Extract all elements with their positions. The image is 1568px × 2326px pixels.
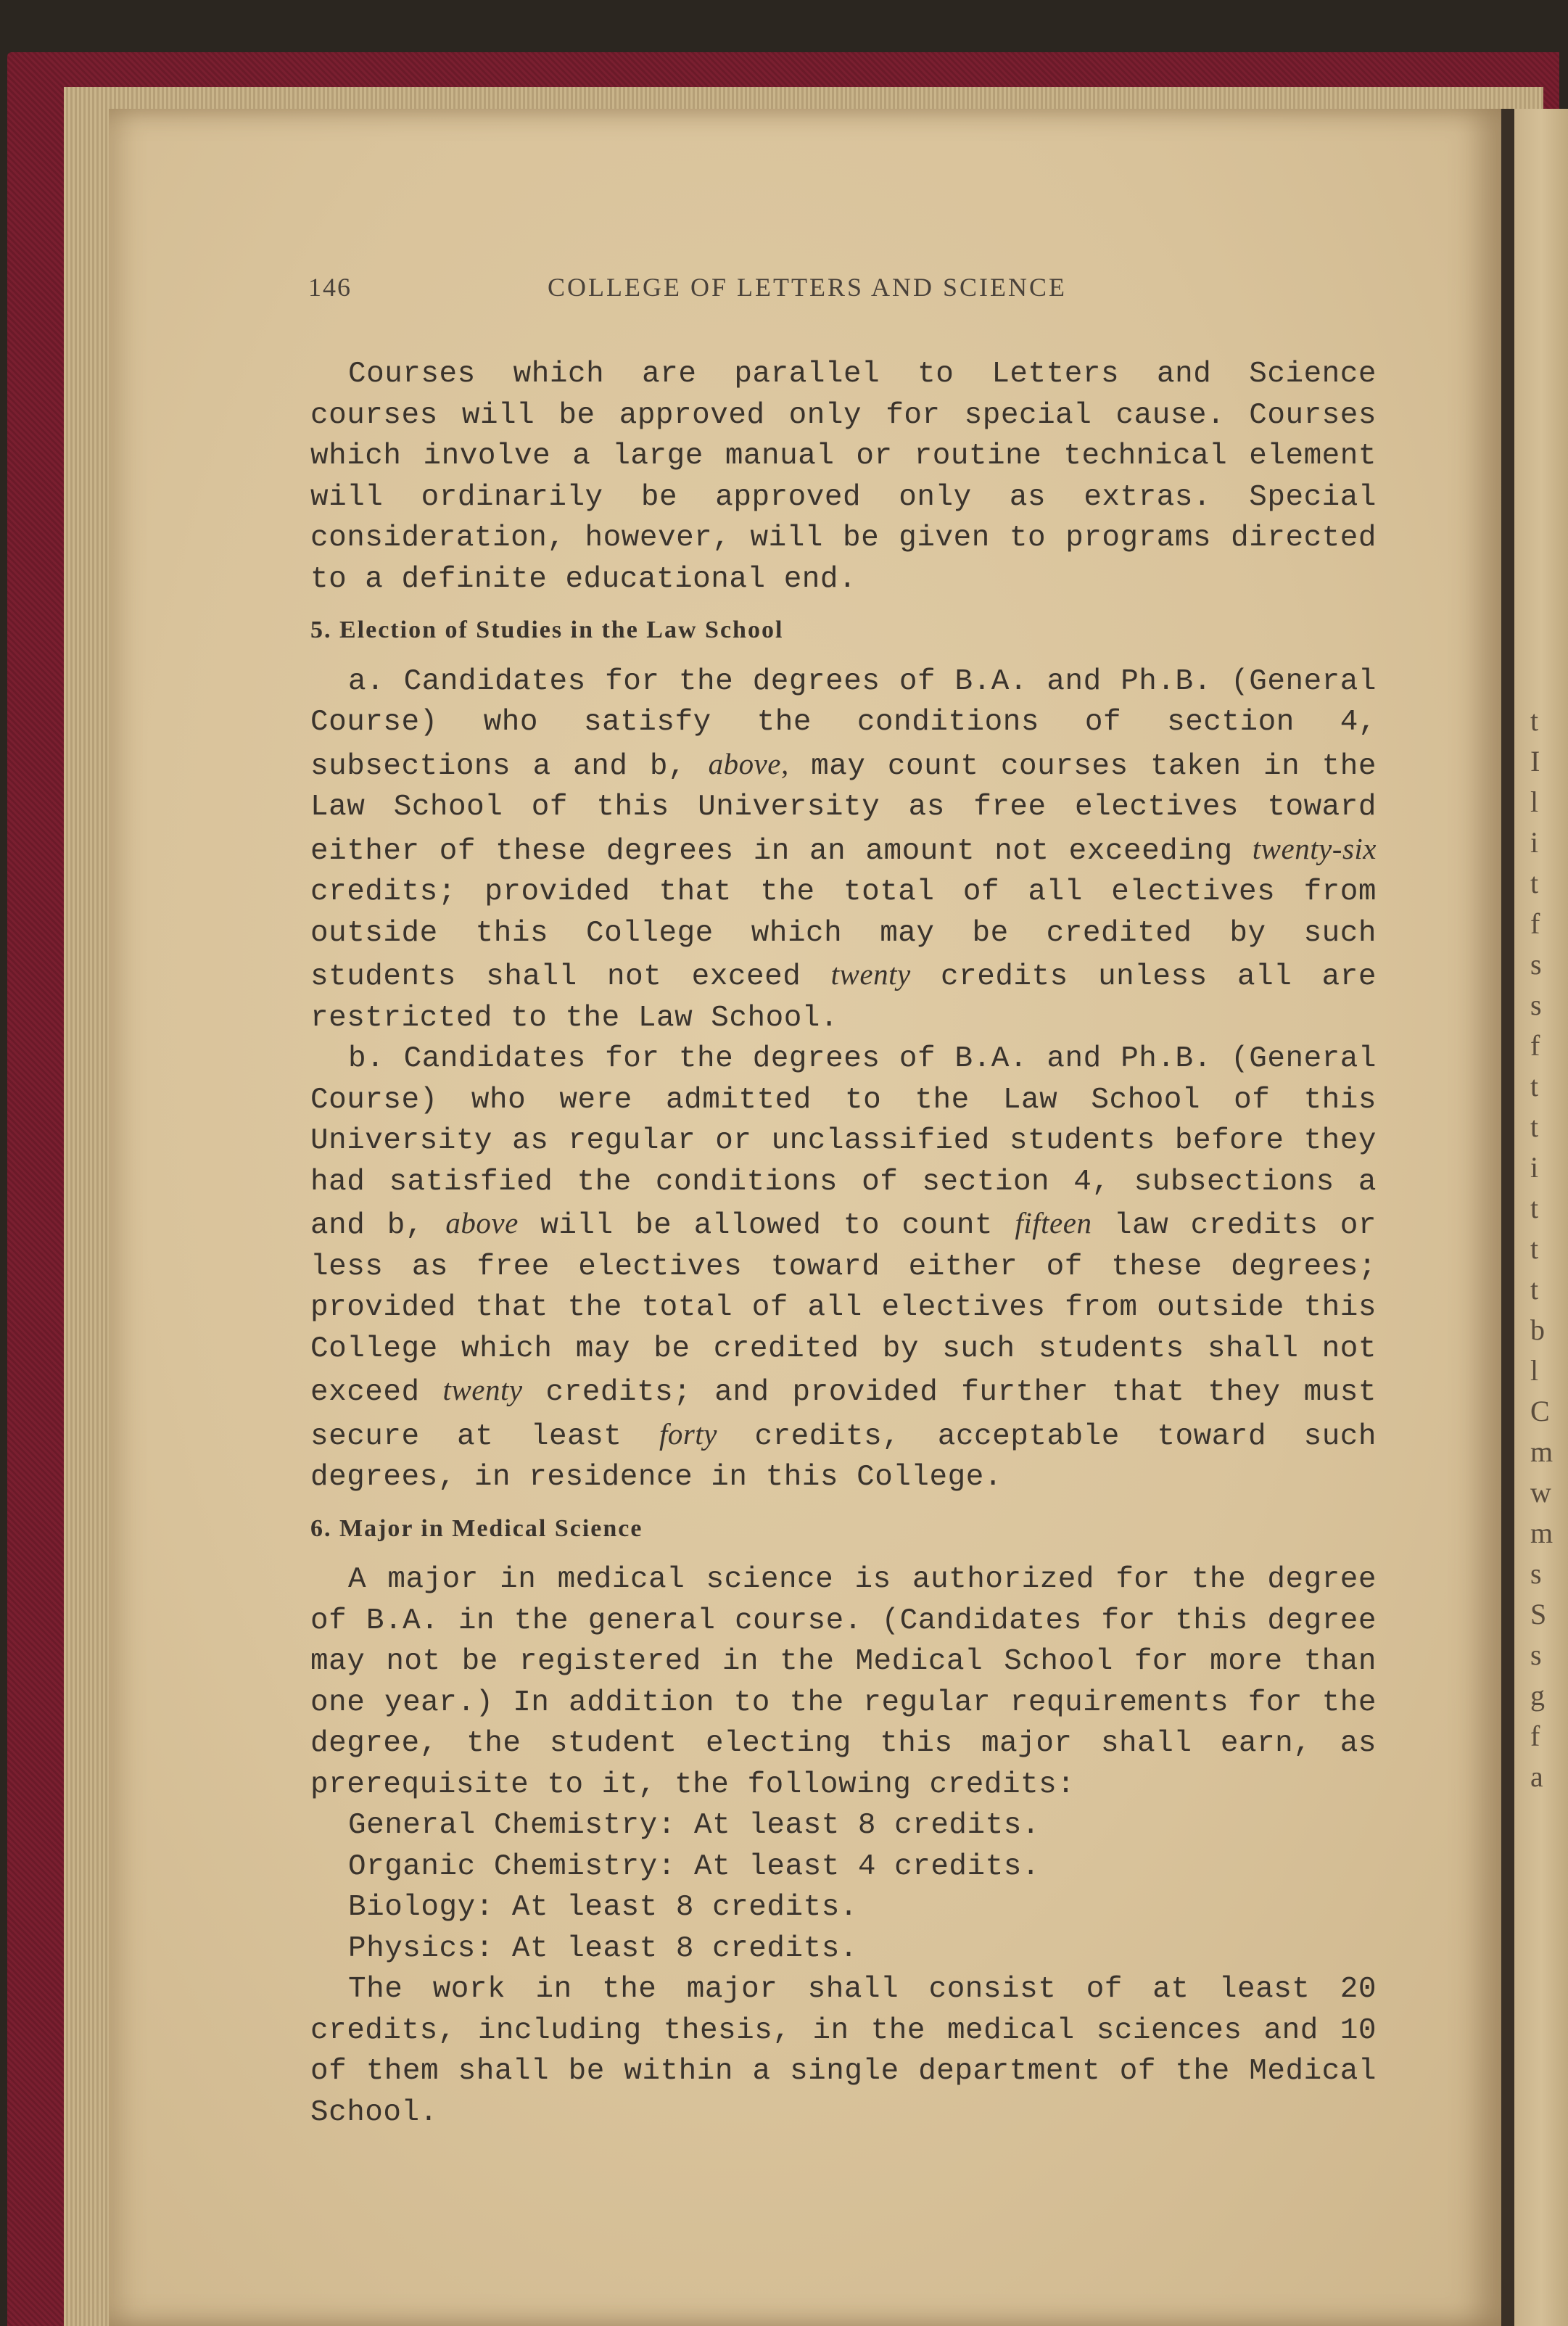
- facing-page-fragment: g: [1530, 1679, 1545, 1712]
- running-title: COLLEGE OF LETTERS AND SCIENCE: [548, 273, 1067, 302]
- section-5-paragraph-a: a. Candidates for the degrees of B.A. and Ph.B. (General Course) who satisfy the conditions of section 4, subsections a and b, above, may count courses taken in the Law School of this University as free electives toward either of these degrees in an amount not exceeding twenty-six credits; provided that the total of all electives from outside this College which may be credited by such students shall not exceed twenty credits unless all are restricted to the Law School.: [310, 664, 1377, 1035]
- page-body: [310, 354, 1377, 2133]
- section-6-paragraph-1: A major in medical science is authorized for the degree of B.A. in the general course. (Candidates for this degree may not be registered in the Medical School for more than one year.) In addition to the regular requirements for the degree, the student electing this major shall earn, as prerequisite to it, the following credits:: [310, 1563, 1377, 1802]
- facing-page-fragment: S: [1530, 1598, 1547, 1630]
- facing-page-fragment: s: [1530, 989, 1542, 1021]
- facing-page-edge: [1501, 109, 1568, 2326]
- facing-page-fragment: t: [1530, 1070, 1539, 1102]
- facing-page-fragment: w: [1530, 1476, 1551, 1509]
- facing-page-fragment: t: [1530, 867, 1539, 899]
- list-item: Biology: At least 8 credits.: [348, 1891, 858, 1924]
- section-6-paragraph-2: The work in the major shall consist of at least 20 credits, including thesis, in the medical sciences and 10 of them shall be within a single department of the Medical School.: [310, 1973, 1377, 2129]
- facing-page-fragment: s: [1530, 1557, 1542, 1590]
- facing-page-fragment: m: [1530, 1435, 1553, 1468]
- section-6-heading: 6. Major in Medical Science: [310, 1514, 643, 1542]
- list-item: Organic Chemistry: At least 4 credits.: [348, 1849, 1040, 1884]
- facing-page-fragment: t: [1530, 1110, 1539, 1143]
- intro-paragraph: Courses which are parallel to Letters and Science courses will be approved only for special cause. Courses which involve a large manual or routine technical element will ordinarily be approved only as extras. Special consideration, however, will be given to programs directed to a definite educational end.: [310, 358, 1377, 596]
- page-number: 146: [308, 273, 352, 302]
- facing-page-fragment: l: [1530, 785, 1539, 818]
- facing-page-fragment: f: [1530, 1720, 1540, 1752]
- facing-page-fragment: f: [1530, 1029, 1540, 1062]
- facing-page-fragment: b: [1530, 1313, 1545, 1346]
- facing-page-fragment: s: [1530, 948, 1542, 981]
- list-item: Physics: At least 8 credits.: [348, 1931, 858, 1966]
- facing-page-fragment: t: [1530, 1232, 1539, 1265]
- list-item: General Chemistry: At least 8 credits.: [348, 1809, 1040, 1842]
- facing-page-fragment: m: [1530, 1517, 1553, 1549]
- section-5-heading: 5. Election of Studies in the Law School: [310, 616, 784, 643]
- facing-page-fragment: t: [1530, 1273, 1539, 1306]
- facing-page-fragment: i: [1530, 1151, 1539, 1184]
- facing-page-fragment: t: [1530, 704, 1539, 737]
- facing-page-fragment: f: [1530, 907, 1540, 940]
- facing-page-fragment: a: [1530, 1760, 1543, 1793]
- facing-page-fragment: s: [1530, 1638, 1542, 1671]
- facing-page-fragment: l: [1530, 1354, 1539, 1387]
- section-5-paragraph-b: b. Candidates for the degrees of B.A. and Ph.B. (General Course) who were admitted to the Law School of this University as regular or unclassified students before they had satisfied the conditions of section 4, subsections a and b, above will be allowed to count fifteen law credits or less as free electives toward either of these degrees; provided that the total of all electives from outside this College which may be credited by such students shall not exceed twenty credits; and provided further that they must secure at least forty credits, acceptable toward such degrees, in residence in this College.: [310, 1042, 1377, 1494]
- facing-page-fragment: C: [1530, 1395, 1550, 1427]
- facing-page-fragment: I: [1530, 745, 1540, 778]
- facing-page-fragment: t: [1530, 1192, 1539, 1224]
- facing-page-fragment: i: [1530, 826, 1539, 859]
- requirements-list: [310, 1805, 1377, 1969]
